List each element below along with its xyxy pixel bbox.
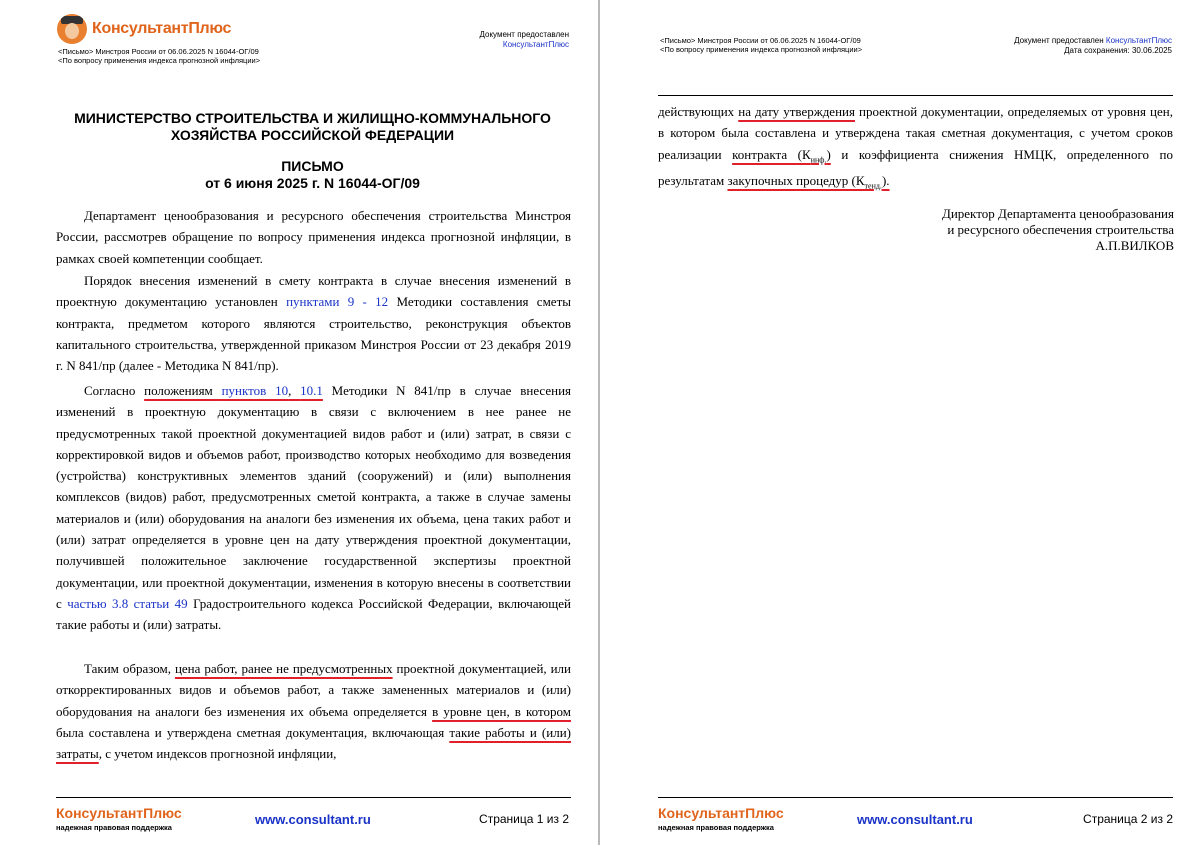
underline-positions: положениям пунктов 10, 10.1 (144, 383, 323, 398)
paragraph-continued: действующих на дату утверждения проектной документации, определяемых от уровня цен, в котором была составлена и утверждена такая сметная документация, с учетом сроков реализации контракта $(К_{инф.})$ и коэффициента снижения НМЦК, определенного по результатам закупочных процедур $(К_{тенд.})$. (658, 104, 1173, 192)
provider-link-2[interactable]: КонсультантПлюс (1105, 36, 1172, 45)
document-page-1 (0, 0, 598, 845)
paragraph-3: Согласно положениям пунктов 10, 10.1 Методики N 841/пр в случае внесения изменений в проектную документацию в связи с включением в нее ранее не предусмотренных такой проектной документацией видов работ и (или) затрат, в связи с корректировкой видов и объемов работ, производство которых необходимо для возведения (устройства) конструктивных элементов зданий (сооружений) и (или) выполнения комплексов (видов) работ, предусмотренных сметой контракта, а также в случае замены материалов и (или) оборудования на аналоги без изменения их объема, цена таких работ и (или) затрат определяется в уровне цен на дату утверждения проектной документации, получившей положительное заключение государственной экспертизы проектной документации, или проектной документации, изменения в которую внесены в соответствии с частью 3.8 статьи 49 Градостроительного кодекса Российской Федерации, включающей такие работы и (или) затраты. (56, 383, 572, 633)
professor-logo-icon (57, 14, 87, 44)
footer-logo-2: КонсультантПлюс (658, 805, 784, 821)
doc-date: от 6 июня 2025 г. N 16044-ОГ/09 (205, 175, 420, 191)
footer-tagline-2: надежная правовая поддержка (658, 823, 774, 832)
footer-url-link-2[interactable]: www.consultant.ru (857, 812, 973, 827)
header-doc-ref-2: <Письмо> Минстроя России от 06.06.2025 N 16044-ОГ/09 <По вопросу применения индекса прогнозной инфляции> (660, 36, 863, 54)
header-provided-2: Документ предоставлен КонсультантПлюс Дата сохранения: 30.06.2025 (1014, 36, 1172, 55)
header-divider (658, 95, 1173, 96)
underline-procurement-k: закупочных процедур $(К_{тенд.})$. (727, 173, 890, 192)
logo-text: КонсультантПлюс (92, 20, 232, 37)
underline-approval-date: на дату утверждения (738, 104, 855, 119)
footer-divider (56, 797, 571, 798)
footer-url-link[interactable]: www.consultant.ru (255, 812, 371, 827)
footer-divider-2 (658, 797, 1173, 798)
underline-price-of-work: цена работ, ранее не предусмотренных (174, 661, 393, 676)
underline-such-works: такие работы и (или) затраты (56, 724, 571, 762)
header-doc-ref: <Письмо> Минстроя России от 06.06.2025 N 16044-ОГ/09 <По вопросу применения индекса прогнозной инфляции> (58, 47, 261, 65)
org-title: МИНИСТЕРСТВО СТРОИТЕЛЬСТВА И ЖИЛИЩНО-КОММУНАЛЬНОГО ХОЗЯЙСТВА РОССИЙСКОЙ ФЕДЕРАЦИИ (74, 110, 551, 143)
document-page-2 (603, 0, 1200, 845)
link-point-10-1[interactable]: 10.1 (300, 383, 323, 398)
paragraph-1: Департамент ценообразования и ресурсного обеспечения строительства Минстроя России, рассмотрев обращение по вопросу применения индекса прогнозной инфляции, в рамках своей компетенции сообщает. (56, 208, 571, 266)
link-points-9-12[interactable]: пунктами 9 - 12 (286, 294, 389, 310)
link-part-3-8[interactable]: частью 3.8 (67, 595, 129, 611)
footer-logo: КонсультантПлюс (56, 805, 182, 821)
page-divider (598, 0, 600, 845)
provider-link[interactable]: КонсультантПлюс (502, 40, 569, 49)
page-number-2: Страница 2 из 2 (1083, 812, 1173, 826)
paragraph-4: Таким образом, цена работ, ранее не предусмотренных проектной документацией, или откорректированных видов и объемов работ, а также замененных материалов и (или) оборудования на аналоги без изменения их объема определяется в уровне цен, в котором была составлена и утверждена сметная документация, включающая такие работы и (или) затраты, с учетом индексов прогнозной инфляции, (56, 661, 571, 762)
underline-contract-k: контракта $(К_{инф.})$ (732, 146, 831, 165)
consultant-logo[interactable] (57, 14, 231, 44)
underline-price-level: в уровне цен, в котором (432, 703, 571, 719)
signature-block: Директор Департамента ценообразования и ресурсного обеспечения строительства А.П.ВИЛКОВ (941, 206, 1174, 253)
link-point-10[interactable]: пунктов 10 (221, 383, 289, 398)
doc-type: ПИСЬМО (281, 158, 344, 174)
page-number: Страница 1 из 2 (479, 812, 569, 826)
header-provided: Документ предоставлен КонсультантПлюс (479, 30, 569, 49)
footer-tagline: надежная правовая поддержка (56, 823, 172, 832)
link-article-49[interactable]: статьи 49 (133, 595, 188, 611)
paragraph-2: Порядок внесения изменений в смету контракта в случае внесения изменений в проектную документацию установлен пунктами 9 - 12 Методики составления сметы контракта, предметом которого являются строительство, реконструкция объектов капитального строительства, утвержденной приказом Минстроя России от 23 декабря 2019 г. N 841/пр (далее - Методика N 841/пр). (56, 273, 571, 374)
